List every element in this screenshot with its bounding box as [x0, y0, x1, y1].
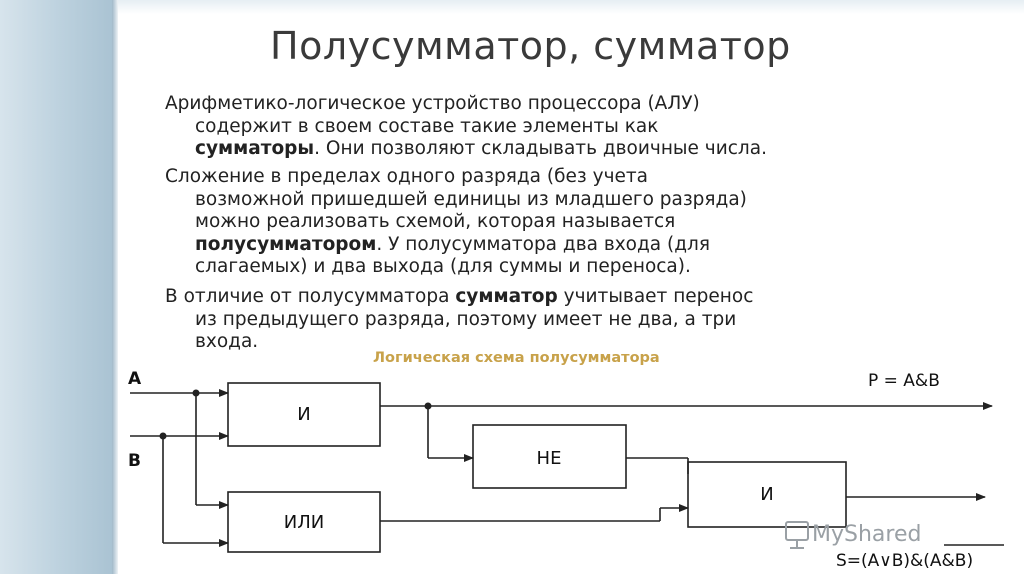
output-p-label: P = A&B [868, 371, 940, 391]
p1-line1: Арифметико-логическое устройство процессора (АЛУ) [165, 93, 700, 114]
p2-line4-rest: . У полусумматора два входа (для [376, 233, 710, 255]
p3-line3: входа. [195, 331, 259, 352]
junction-and-out [425, 403, 432, 410]
p3-line1-a: В отличие от полусумматора [165, 286, 456, 307]
watermark-logo-icon [786, 522, 808, 548]
term-half-adder: полусумматором [195, 233, 377, 255]
p3-line2: из предыдущего разряда, поэтому имеет не два, а три [195, 308, 737, 330]
gate-not-label: НЕ [536, 448, 562, 469]
p1-line3-rest: . Они позволяют складывать двоичные числа. [314, 138, 767, 159]
term-adders: сумматоры [195, 138, 315, 159]
p2-line5: слагаемых) и два выхода (для суммы и переноса). [195, 256, 691, 277]
input-a-label: A [128, 369, 142, 389]
gate-and2-label: И [760, 484, 774, 505]
junction-a [193, 390, 200, 397]
slide-title: Полусумматор, сумматор [270, 24, 791, 68]
gate-or-label: ИЛИ [283, 512, 325, 533]
p2-line1: Сложение в пределах одного разряда (без учета [165, 166, 648, 187]
p3-line1-c: учитывает перенос [557, 286, 754, 307]
input-b-label: B [128, 451, 141, 471]
p1-line2: содержит в своем составе такие элементы как [195, 115, 659, 137]
junction-b [160, 433, 167, 440]
schema-title: Логическая схема полусумматора [373, 350, 660, 366]
watermark-text: MyShared [812, 522, 922, 547]
p2-line3: можно реализовать схемой, которая называется [195, 211, 676, 232]
p2-line2: возможной пришедшей единицы из младшего разряда) [195, 188, 747, 210]
gate-and1-label: И [297, 404, 311, 425]
term-adder: сумматор [455, 286, 558, 307]
output-s-label: S=(A∨B)&(A&B) [836, 551, 974, 571]
